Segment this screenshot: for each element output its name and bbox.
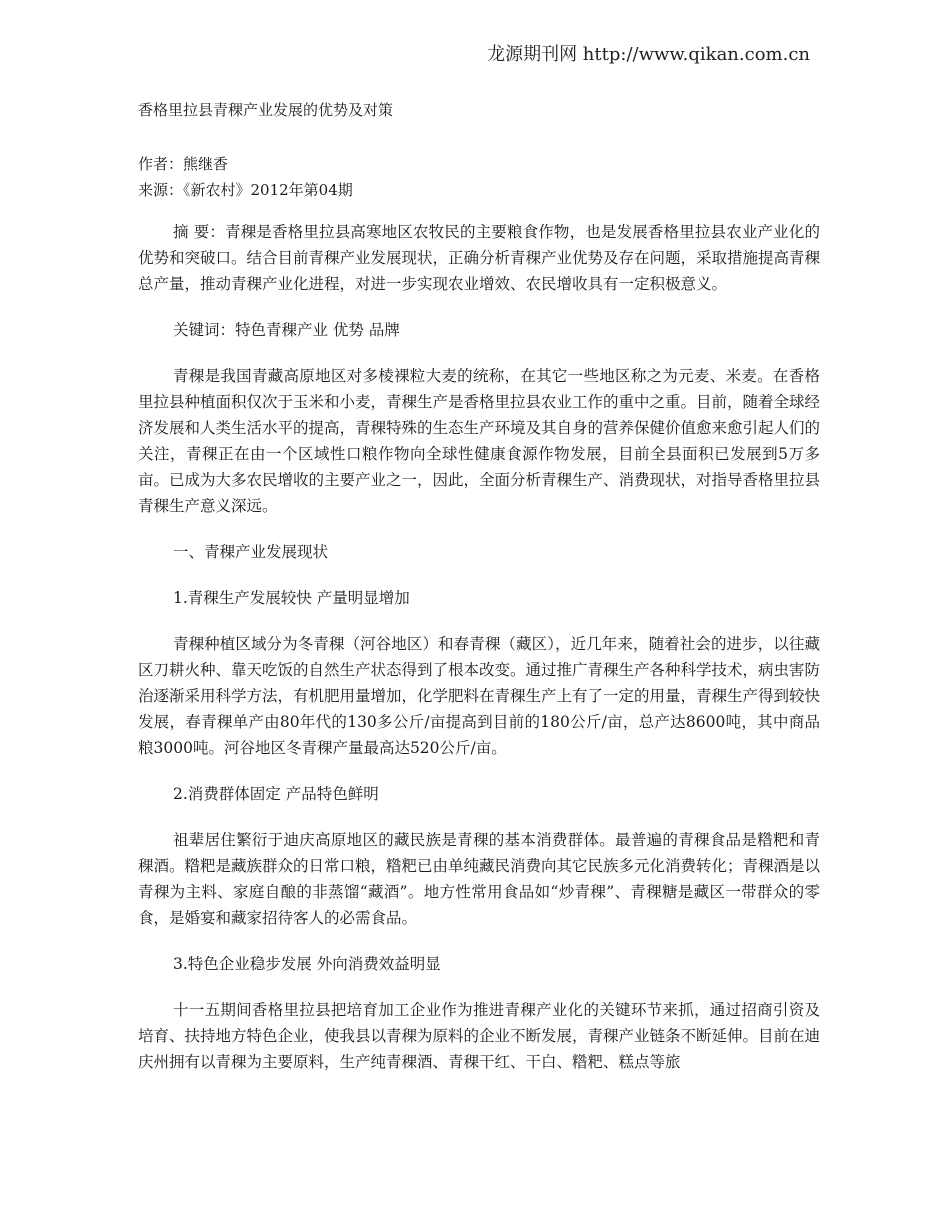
keywords-line: 关键词：特色青稞产业 优势 品牌 [173, 321, 400, 339]
journal-source-header: 龙源期刊网 http://www.qikan.com.cn [487, 44, 810, 65]
article-author: 作者：熊继香 [138, 155, 229, 173]
article-source: 来源：《新农村》2012年第04期 [138, 181, 353, 199]
subsection-heading-3: 3.特色企业稳步发展 外向消费效益明显 [173, 955, 441, 973]
subsection-heading-1: 1.青稞生产发展较快 产量明显增加 [173, 589, 410, 607]
article-meta [138, 151, 820, 203]
article-title: 香格里拉县青稞产业发展的优势及对策 [138, 101, 394, 119]
section-heading-1: 一、青稞产业发展现状 [173, 543, 329, 561]
subsection-paragraph-3: 十一五期间香格里拉县把培育加工企业作为推进青稞产业化的关键环节来抓，通过招商引资及培育、扶持地方特色企业，使我县以青稞为原料的企业不断发展，青稞产业链条不断延伸。目前在迪庆州拥有以青稞为主要原料，生产纯青稞酒、青稞干红、干白、糌粑、糕点等旅 [138, 1001, 821, 1071]
intro-paragraph: 青稞是我国青藏高原地区对多棱裸粒大麦的统称，在其它一些地区称之为元麦、米麦。在香格里拉县种植面积仅次于玉米和小麦，青稞生产是香格里拉县农业工作的重中之重。目前，随着全球经济发展和人类生活水平的提高，青稞特殊的生态生产环境及其自身的营养保健价值愈来愈引起人们的关注，青稞正在由一个区域性口粮作物向全球性健康食源作物发展，目前全县面积已发展到5万多亩。已成为大多农民增收的主要产业之一，因此，全面分析青稞生产、消费现状，对指导香格里拉县青稞生产意义深远。 [138, 367, 821, 515]
subsection-heading-2: 2.消费群体固定 产品特色鲜明 [173, 785, 379, 803]
subsection-paragraph-2: 祖辈居住繁衍于迪庆高原地区的藏民族是青稞的基本消费群体。最普遍的青稞食品是糌粑和青稞酒。糌粑是藏族群众的日常口粮，糌粑已由单纯藏民消费向其它民族多元化消费转化；青稞酒是以青稞为主料、家庭自酿的非蒸馏“藏酒”。地方性常用食品如“炒青稞”、青稞糖是藏区一带群众的零食，是婚宴和藏家招待客人的必需食品。 [138, 831, 821, 927]
subsection-paragraph-1: 青稞种植区域分为冬青稞（河谷地区）和春青稞（藏区），近几年来，随着社会的进步，以往藏区刀耕火种、靠天吃饭的自然生产状态得到了根本改变。通过推广青稞生产各种科学技术，病虫害防治逐渐采用科学方法，有机肥用量增加，化学肥料在青稞生产上有了一定的用量，青稞生产得到较快发展，春青稞单产由80年代的130多公斤/亩提高到目前的180公斤/亩，总产达8600吨，其中商品粮3000吨。河谷地区冬青稞产量最高达520公斤/亩。 [138, 635, 821, 757]
abstract-paragraph: 摘 要：青稞是香格里拉县高寒地区农牧民的主要粮食作物，也是发展香格里拉县农业产业化的优势和突破口。结合目前青稞产业发展现状，正确分析青稞产业优势及存在问题，采取措施提高青稞总产量，推动青稞产业化进程，对进一步实现农业增效、农民增收具有一定积极意义。 [138, 223, 821, 293]
article-body [138, 97, 820, 1075]
